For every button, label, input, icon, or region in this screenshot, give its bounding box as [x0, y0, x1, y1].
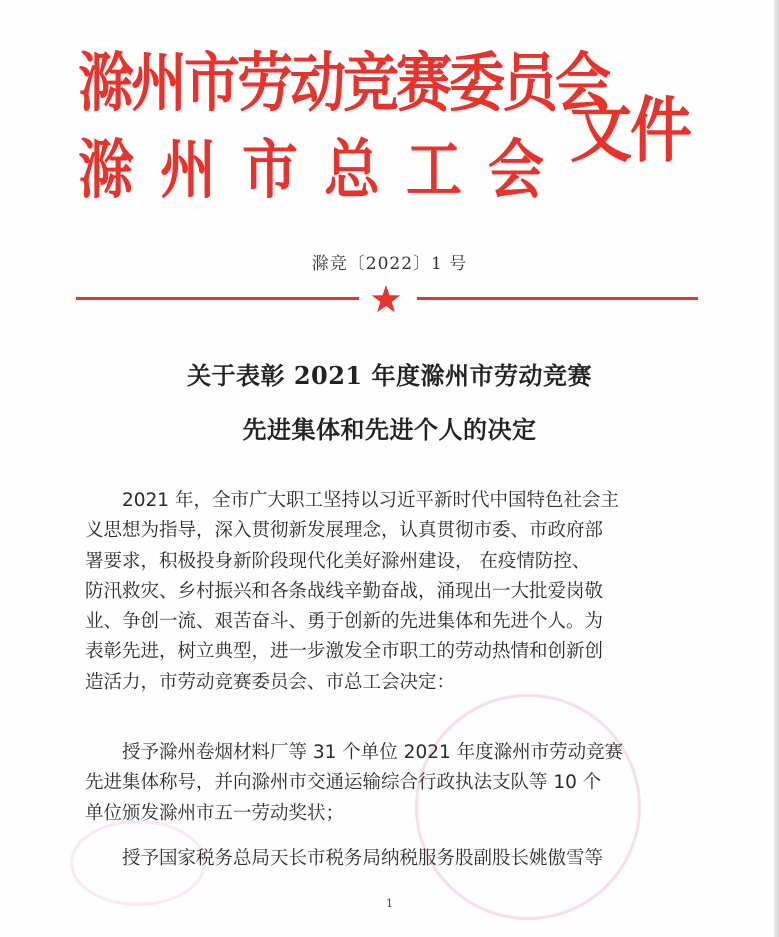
document-title-line-1: 关于表彰 2021 年度滁州市劳动竞赛: [186, 361, 592, 390]
document-title-line-2: 先进集体和先进个人的决定: [242, 415, 537, 444]
red-rule-right: [417, 297, 698, 300]
document-number: 滁竞〔2022〕1 号: [311, 254, 468, 274]
red-rule-left: [76, 297, 359, 300]
header-document-label: 文件: [570, 88, 691, 173]
body-line: 单位颁发滁州市五一劳动奖状；: [85, 802, 345, 824]
faint-seal-stamp: [415, 694, 641, 920]
body-line: 表彰先进，树立典型，进一步激发全市职工的劳动热情和创新创: [85, 641, 604, 663]
scan-edge-shadow: [774, 0, 779, 937]
body-line: 授予滁州卷烟材料厂等 31 个单位 2021 年度滁州市劳动竞赛: [85, 742, 624, 763]
body-paragraph-1: [85, 486, 697, 698]
header-issuer-1: 滁州市劳动竞赛委员会: [78, 46, 608, 121]
body-line: 署要求，积极投身新阶段现代化美好滁州建设， 在疫情防控、: [85, 550, 591, 572]
body-line: 防汛救灾、乡村振兴和各条战线辛勤奋战，涌现出一大批爱岗敬: [85, 580, 604, 602]
header-issuer-2: 滁州市总工会: [78, 133, 570, 208]
page-number: 1: [386, 897, 393, 910]
body-line: 授予国家税务总局天长市税务局纳税服务股副股长姚傲雪等: [85, 848, 604, 869]
red-star-icon: [370, 283, 402, 315]
body-line: 义思想为指导，深入贯彻新发展理念，认真贯彻市委、市政府部: [85, 520, 604, 542]
body-line: 先进集体称号，并向滁州市交通运输综合行政执法支队等 10 个: [85, 772, 602, 794]
body-line: 业、争创一流、艰苦奋斗、勇于创新的先进集体和先进个人。为: [85, 611, 604, 633]
faint-seal-stamp-partial: [70, 820, 206, 906]
body-line: 2021 年，全市广大职工坚持以习近平新时代中国特色社会主: [85, 490, 619, 511]
body-line: 造活力，市劳动竞赛委员会、市总工会决定：: [85, 671, 456, 693]
